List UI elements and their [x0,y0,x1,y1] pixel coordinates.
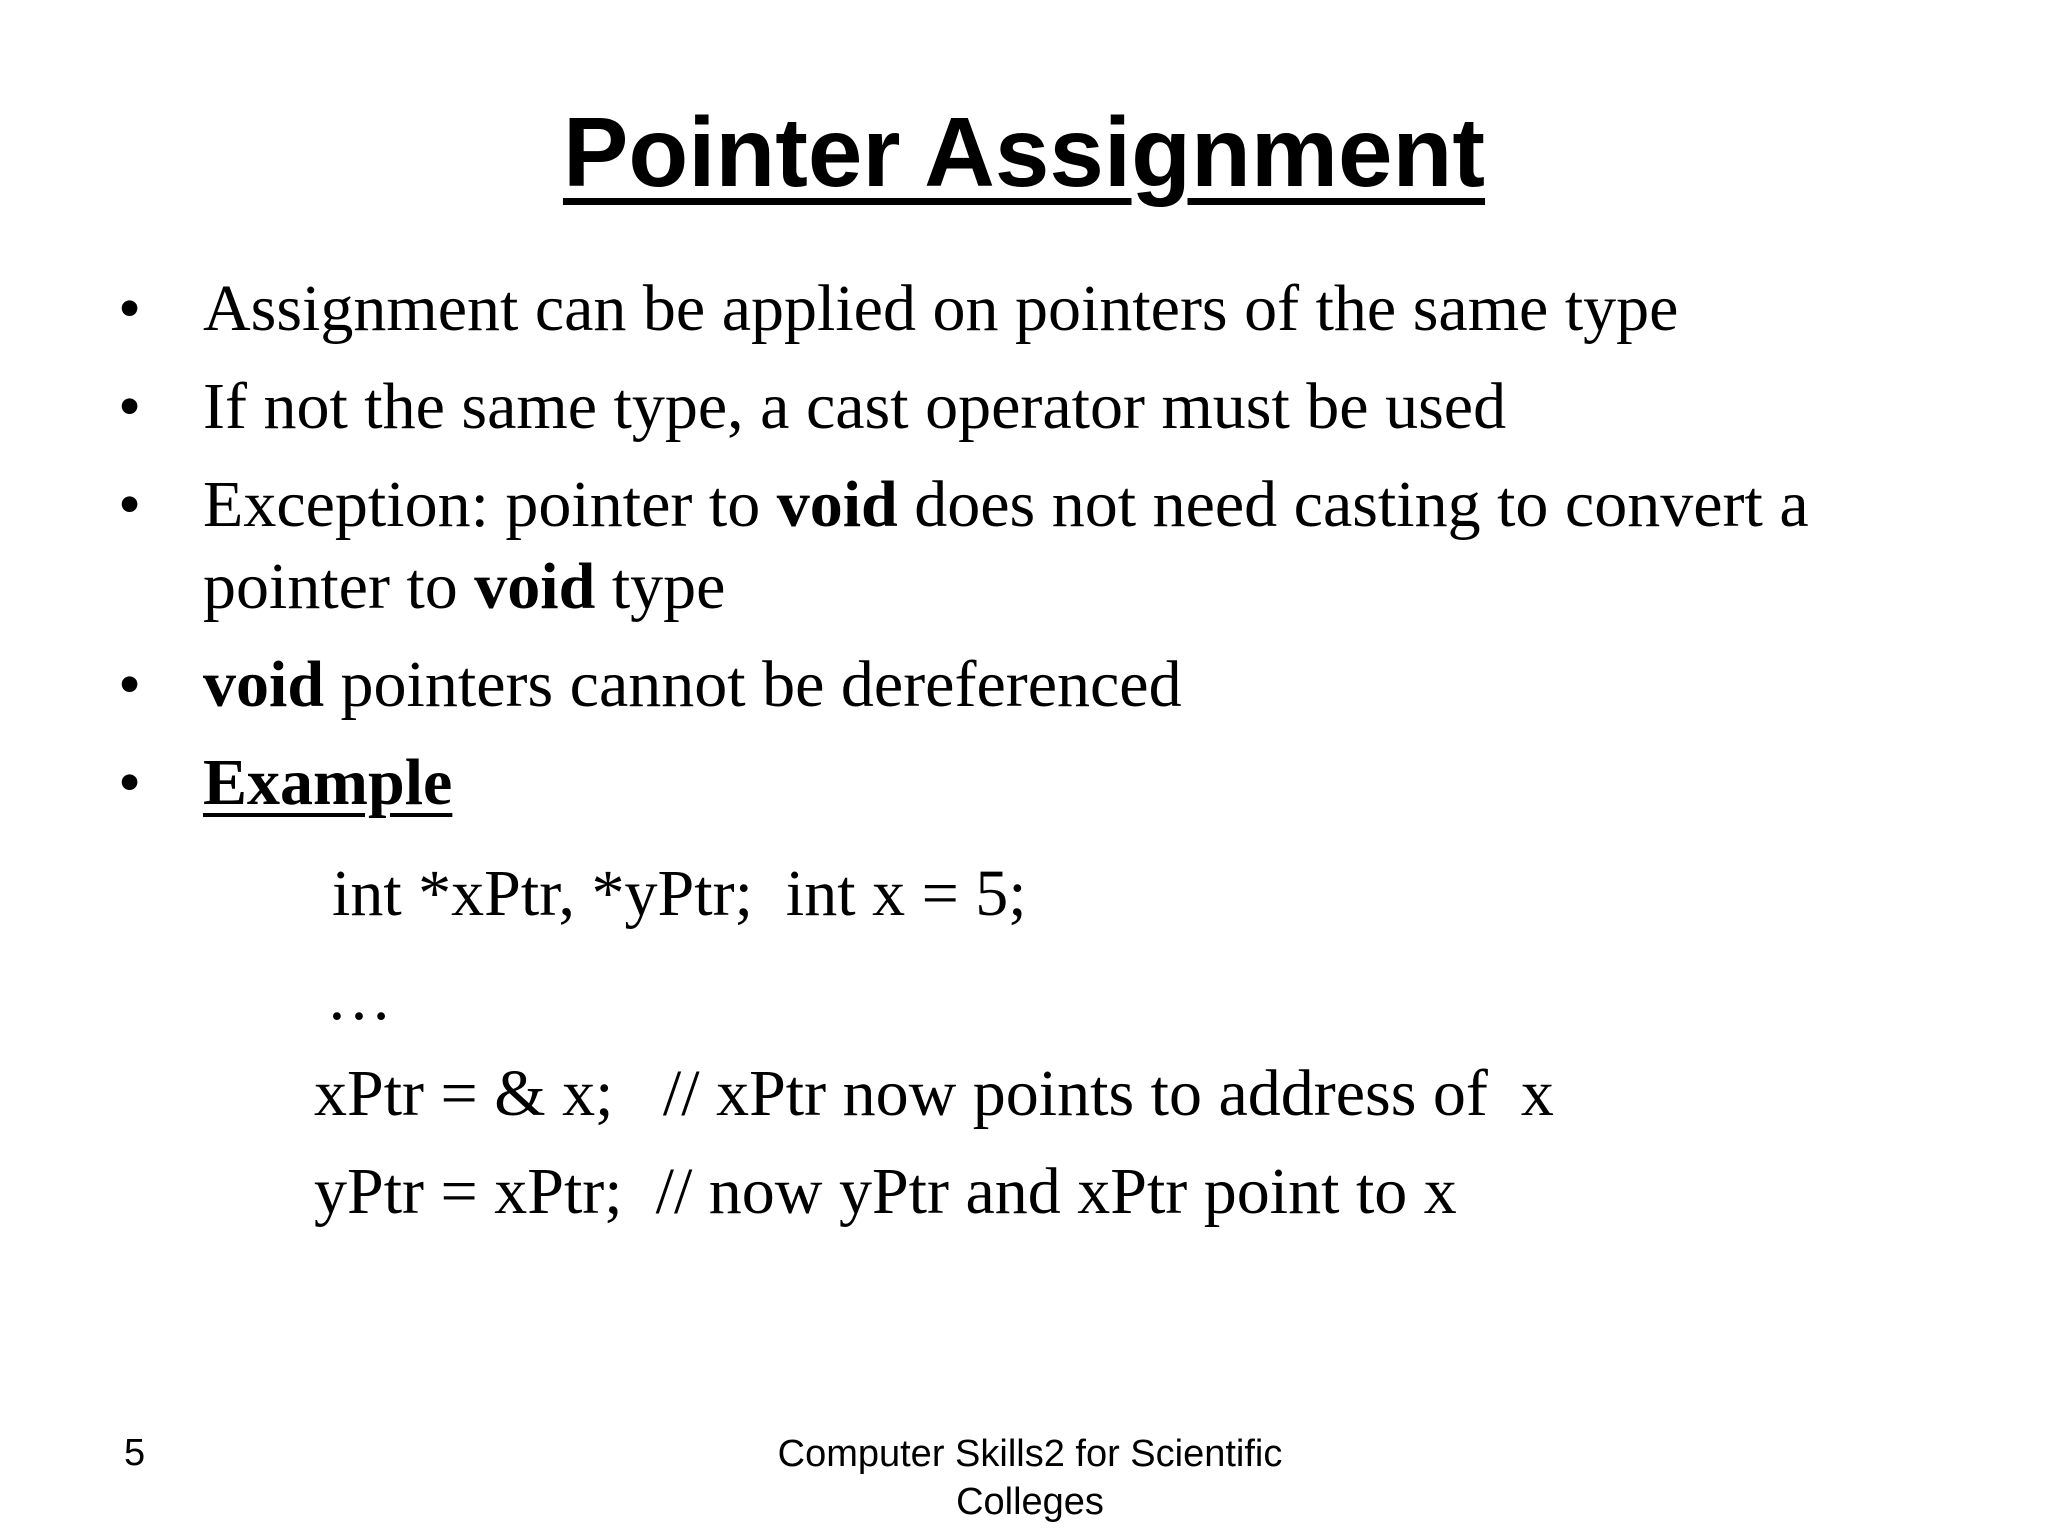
bullet-text-part: Exception: pointer to [203,468,777,541]
bullet-item [118,742,1948,824]
slide-title-text: Pointer Assignment [562,97,1486,207]
bullet-dot: • [118,272,142,345]
bullet-text-part: pointers cannot be dereferenced [324,648,1182,721]
bullet-dot: • [118,370,142,443]
bullet-keyword-void: void [474,550,596,623]
code-line-assign-pointer: yPtr = xPtr; // now yPtr and xPtr point to x [314,1155,1457,1228]
bullet-item [118,464,1948,628]
bullet-text-part: type [595,550,726,623]
code-line-declarations: int *xPtr, *yPtr; int x = 5; [332,857,1027,930]
bullet-dot: • [118,746,142,819]
bullet-text-part: does not need casting to convert a pointer to [203,468,1809,623]
footer-course-line: Colleges [956,1481,1104,1523]
slide-number: 5 [124,1432,146,1474]
code-line-ellipsis: … [326,961,392,1034]
slide-title [0,92,2048,212]
bullet-keyword-void: void [776,468,898,541]
bullet-item [118,644,1948,726]
bullet-list [118,268,1948,840]
footer-course-line: Computer Skills2 for Scientific [777,1433,1283,1475]
bullet-dot: • [118,468,142,541]
bullet-text: Assignment can be applied on pointers of the same type [203,272,1679,345]
bullet-keyword-void: void [203,648,325,721]
code-line-assign-address: xPtr = & x; // xPtr now points to address of x [314,1057,1554,1130]
example-heading: Example [203,746,453,819]
bullet-text: If not the same type, a cast operator must be used [203,370,1507,443]
bullet-item [118,268,1948,350]
footer-course-title [700,1430,1360,1526]
bullet-dot: • [118,648,142,721]
bullet-item [118,366,1948,448]
